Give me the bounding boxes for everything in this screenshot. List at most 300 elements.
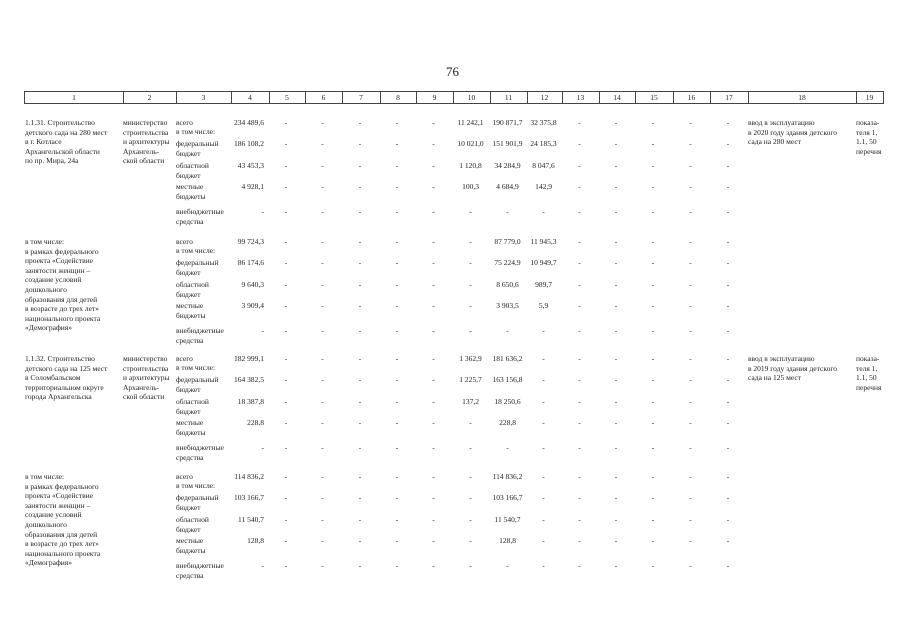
header-cell-6: 6 [321,93,326,102]
cell-col-11: 75 224,9 [494,258,521,267]
cell-col-16: - [689,493,692,502]
cell-col-14: - [614,418,618,427]
funding-source: местные [176,418,204,427]
cell-col-5: - [284,354,288,363]
responsible-org-line: министерство [123,118,168,127]
cell-col-5: - [284,301,288,310]
cell-col-13: - [578,258,581,267]
cell-col-13: - [578,561,581,570]
cell-col-12: 32 375,8 [530,118,557,127]
cell-col-16: - [689,258,692,267]
item-name [25,472,100,568]
funding-source: внебюджетные [176,443,224,452]
funding-source: федеральный [176,258,219,267]
cell-col-5: - [284,118,288,127]
cell-col-8: - [395,118,399,127]
cell-col-9: - [432,161,435,170]
cell-col-5: - [284,161,288,170]
cell-col-16: - [689,561,692,570]
cell-col-15: - [651,326,655,335]
item-name-line: образования для детей [25,294,98,304]
item-name-line: занятости женщин – [25,500,91,510]
item-name-line: национального проекта [25,313,101,323]
cell-col-10: - [469,237,472,246]
cell-col-14: - [614,139,618,148]
cell-col-15: - [651,375,655,384]
cell-col-14: - [614,301,618,310]
item-name-line: города Архангельска [25,392,92,402]
cell-col-10: 1 225,7 [459,375,482,384]
cell-col-13: - [578,139,581,148]
cell-col-10: 10 021,0 [457,139,484,148]
cell-col-6: - [321,561,324,570]
cell-col-4: 128,8 [247,536,264,545]
header-cell-9: 9 [432,93,437,102]
responsible-org [123,354,170,402]
cell-col-13: - [578,472,581,481]
cell-col-17: - [726,561,730,570]
cell-col-11: 228,8 [499,418,516,427]
funding-source: внебюджетные [176,326,224,335]
item-name-line: в том числе: [25,472,65,481]
header-cell-11: 11 [504,93,513,102]
cell-col-8: - [395,472,399,481]
cell-col-15: - [651,118,655,127]
cell-col-13: - [578,207,581,216]
item-name-line: проекта «Содействие [25,491,93,501]
cell-col-12: 8 047,6 [532,161,555,170]
cell-col-15: - [651,258,655,267]
cell-col-7: - [358,207,362,216]
cell-col-6: - [321,493,324,502]
funding-source: бюджет [176,384,201,394]
cell-col-7: - [358,139,362,148]
cell-col-10: 1 362,9 [459,354,482,363]
funding-source: всего [176,354,193,363]
cell-col-11: 128,8 [499,536,516,545]
cell-col-5: - [284,443,288,452]
cell-col-5: - [284,207,288,216]
cell-col-4: - [261,207,264,216]
header-cell-7: 7 [359,93,363,102]
cell-col-6: - [321,375,324,384]
cell-col-10: - [469,561,472,570]
funding-source: местные [176,536,204,545]
cell-col-17: - [726,375,730,384]
cell-col-8: - [395,354,399,363]
funding-source: местные [176,301,204,310]
item-name-line: в том числе: [25,237,65,246]
cell-col-14: - [614,443,618,452]
indicator-ref-line: перечня [856,382,882,392]
cell-col-17: - [726,139,730,148]
cell-col-17: - [726,418,730,427]
cell-col-17: - [726,515,730,524]
cell-col-14: - [614,354,618,363]
header-cell-18: 18 [798,93,806,102]
cell-col-9: - [432,561,435,570]
cell-col-16: - [689,182,692,191]
cell-col-4: 18 387,8 [237,397,264,406]
cell-col-16: - [689,326,692,335]
cell-col-8: - [395,237,399,246]
funding-source: в том числе: [176,481,216,490]
cell-col-14: - [614,536,618,545]
item-name [25,237,100,333]
cell-col-10: 1 120,8 [459,161,482,170]
cell-col-13: - [578,280,581,289]
cell-col-14: - [614,280,618,289]
cell-col-8: - [395,326,399,335]
cell-col-5: - [284,375,288,384]
cell-col-8: - [395,493,399,502]
cell-col-16: - [689,280,692,289]
cell-col-8: - [395,301,399,310]
header-cell-14: 14 [613,93,621,102]
cell-col-9: - [432,472,435,481]
cell-col-9: - [432,354,435,363]
responsible-org [123,118,170,166]
cell-col-5: - [284,536,288,545]
cell-col-10: 100,3 [462,182,479,191]
cell-col-10: - [469,207,472,216]
cell-col-6: - [321,397,324,406]
cell-col-14: - [614,207,618,216]
header-cell-19: 19 [865,93,874,102]
cell-col-15: - [651,515,655,524]
expected-result-line: ввод в эксплуатацию [748,354,815,363]
responsible-org-line: и архитектуры [123,137,170,147]
cell-col-6: - [321,472,324,481]
indicator-ref-line: показа- [856,354,880,363]
cell-col-12: 5,9 [538,301,549,310]
item-name-line: в г. Котласе [25,137,62,147]
funding-source: бюджеты [176,191,206,201]
cell-col-11: 11 540,7 [494,515,521,524]
item-name-line: создание условий [25,275,82,285]
funding-source: федеральный [176,493,219,502]
cell-col-7: - [358,326,362,335]
cell-col-6: - [321,139,324,148]
cell-col-11: 18 250,6 [494,397,521,406]
expected-result [748,354,837,383]
cell-col-17: - [726,397,730,406]
funding-source: бюджет [176,524,201,534]
cell-col-7: - [358,493,362,502]
cell-col-9: - [432,182,435,191]
cell-col-16: - [689,375,692,384]
cell-col-9: - [432,280,435,289]
funding-source: бюджет [176,289,201,299]
cell-col-8: - [395,139,399,148]
cell-col-9: - [432,375,435,384]
funding-source: бюджеты [176,427,206,437]
cell-col-7: - [358,561,362,570]
cell-col-13: - [578,418,581,427]
header-cell-1: 1 [72,93,76,102]
cell-col-14: - [614,493,618,502]
header-cell-12: 12 [540,93,549,102]
expected-result-line: в 2020 году здания детского [748,127,837,137]
funding-source: бюджеты [176,310,206,320]
cell-col-9: - [432,493,435,502]
cell-col-10: - [469,418,472,427]
funding-source: всего [176,472,193,481]
expected-result-line: ввод в эксплуатацию [748,118,815,127]
cell-col-7: - [358,443,362,452]
cell-col-17: - [726,301,730,310]
cell-col-8: - [395,418,399,427]
header-cell-13: 13 [576,93,585,102]
cell-col-15: - [651,536,655,545]
cell-col-5: - [284,418,288,427]
cell-col-16: - [689,118,692,127]
cell-col-15: - [651,207,655,216]
item-name-line: национального проекта [25,548,101,558]
cell-col-12: - [542,443,545,452]
cell-col-4: 228,8 [247,418,264,427]
cell-col-13: - [578,536,581,545]
cell-col-13: - [578,161,581,170]
cell-col-17: - [726,493,730,502]
cell-col-16: - [689,418,692,427]
cell-col-17: - [726,326,730,335]
funding-source: бюджеты [176,545,206,555]
cell-col-15: - [651,301,655,310]
cell-col-11: - [506,561,509,570]
expected-result-line: сада на 280 мест [748,137,801,147]
cell-col-4: - [261,561,264,570]
cell-col-17: - [726,161,730,170]
cell-col-8: - [395,443,399,452]
cell-col-7: - [358,182,362,191]
cell-col-8: - [395,561,399,570]
cell-col-10: 137,2 [462,397,479,406]
indicator-ref-line: 1.1, 50 [856,373,877,383]
cell-col-7: - [358,280,362,289]
cell-col-5: - [284,472,288,481]
cell-col-12: - [542,536,545,545]
cell-col-13: - [578,354,581,363]
cell-col-11: 151 901,9 [492,139,523,148]
cell-col-5: - [284,397,288,406]
expected-result-line: сада на 125 мест [748,373,801,383]
cell-col-9: - [432,237,435,246]
item-name-line: 1.1.32. Строительство [25,354,95,363]
cell-col-9: - [432,118,435,127]
indicator-ref-line: теля 1, [856,363,878,373]
cell-col-10: - [469,443,472,452]
cell-col-12: - [542,207,545,216]
cell-col-10: - [469,326,472,335]
cell-col-6: - [321,280,324,289]
cell-col-6: - [321,237,324,246]
cell-col-15: - [651,280,655,289]
cell-col-8: - [395,397,399,406]
cell-col-6: - [321,118,324,127]
cell-col-15: - [651,161,655,170]
funding-source: федеральный [176,139,219,148]
cell-col-12: - [542,397,545,406]
cell-col-7: - [358,536,362,545]
cell-col-17: - [726,258,730,267]
funding-source: внебюджетные [176,207,224,216]
item-name-line: в рамках федерального [25,481,99,491]
cell-col-13: - [578,118,581,127]
indicator-ref [856,354,881,392]
responsible-org-line: строительства [123,363,169,373]
header-cell-3: 3 [201,93,206,102]
cell-col-6: - [321,536,324,545]
funding-source: областной [176,161,209,170]
cell-col-8: - [395,280,399,289]
cell-col-13: - [578,515,581,524]
item-name-line: проекта «Содействие [25,256,93,266]
cell-col-9: - [432,258,435,267]
cell-col-9: - [432,301,435,310]
cell-col-7: - [358,258,362,267]
cell-col-4: 99 724,3 [237,237,264,246]
item-name-line: создание условий [25,510,82,520]
cell-col-9: - [432,515,435,524]
cell-col-12: - [542,326,545,335]
funding-source: в том числе: [176,363,216,372]
cell-col-7: - [358,161,362,170]
cell-col-16: - [689,354,692,363]
funding-source: всего [176,237,193,246]
cell-col-9: - [432,207,435,216]
funding-source: областной [176,515,209,524]
cell-col-11: 163 156,8 [492,375,523,384]
cell-col-4: 43 453,3 [237,161,264,170]
cell-col-15: - [651,354,655,363]
cell-col-6: - [321,326,324,335]
cell-col-14: - [614,561,618,570]
cell-col-12: - [542,472,545,481]
cell-col-4: 186 108,2 [234,139,264,148]
cell-col-12: 11 945,3 [530,237,557,246]
cell-col-10: - [469,301,472,310]
responsible-org-line: ской области [123,156,165,166]
cell-col-15: - [651,493,655,502]
cell-col-17: - [726,207,730,216]
funding-source: внебюджетные [176,561,224,570]
cell-col-12: 142,9 [535,182,552,191]
cell-col-12: - [542,561,545,570]
cell-col-14: - [614,515,618,524]
indicator-ref [856,118,881,156]
header-cell-8: 8 [396,93,400,102]
cell-col-16: - [689,515,692,524]
cell-col-15: - [651,182,655,191]
cell-col-4: - [261,443,264,452]
funding-source: средства [176,216,204,226]
cell-col-5: - [284,139,288,148]
cell-col-14: - [614,182,618,191]
cell-col-11: 190 871,7 [492,118,523,127]
cell-col-11: 4 684,9 [496,182,519,191]
funding-source: в том числе: [176,246,216,255]
funding-source: бюджет [176,406,201,416]
cell-col-8: - [395,161,399,170]
cell-col-14: - [614,237,618,246]
cell-col-13: - [578,237,581,246]
item-name-line: 1.1.31. Строительство [25,118,95,127]
responsible-org-line: Архангель- [123,382,160,392]
header-cell-16: 16 [687,93,696,102]
cell-col-16: - [689,161,692,170]
cell-col-14: - [614,161,618,170]
funding-source: бюджет [176,502,201,512]
cell-col-10: 11 242,1 [457,118,484,127]
responsible-org-line: ской области [123,392,165,402]
cell-col-13: - [578,301,581,310]
cell-col-6: - [321,515,324,524]
cell-col-16: - [689,139,692,148]
funding-source: в том числе: [176,127,216,136]
cell-col-6: - [321,161,324,170]
cell-col-13: - [578,375,581,384]
cell-col-17: - [726,443,730,452]
cell-col-5: - [284,258,288,267]
header-cell-10: 10 [467,93,476,102]
cell-col-12: 10 949,7 [530,258,557,267]
cell-col-15: - [651,237,655,246]
header-cell-2: 2 [147,93,152,102]
cell-col-5: - [284,493,288,502]
cell-col-11: 114 836,2 [492,472,523,481]
cell-col-9: - [432,139,435,148]
cell-col-7: - [358,418,362,427]
item-name-line: «Демография» [25,558,73,568]
item-name-line: детского сада на 280 мест [25,127,108,137]
cell-col-10: - [469,472,472,481]
indicator-ref-line: 1.1, 50 [856,137,877,147]
cell-col-6: - [321,418,324,427]
cell-col-14: - [614,472,618,481]
expected-result-line: в 2019 году здания детского [748,363,837,373]
cell-col-17: - [726,472,730,481]
expected-result [748,118,837,147]
cell-col-6: - [321,443,324,452]
funding-source: бюджет [176,267,201,277]
funding-source: средства [176,335,204,345]
funding-source: всего [176,118,193,127]
cell-col-5: - [284,561,288,570]
cell-col-11: - [506,326,509,335]
cell-col-11: 87 779,0 [494,237,521,246]
indicator-ref-line: теля 1, [856,127,878,137]
cell-col-16: - [689,536,692,545]
cell-col-15: - [651,139,655,148]
cell-col-6: - [321,207,324,216]
header-cell-15: 15 [650,93,658,102]
funding-source: бюджет [176,148,201,158]
cell-col-12: - [542,375,545,384]
page-number: 76 [446,64,459,79]
item-name-line: в возрасте до трех лет» [25,304,100,314]
cell-col-14: - [614,326,618,335]
cell-col-15: - [651,443,655,452]
header-cell-17: 17 [725,93,733,102]
funding-source: средства [176,452,204,462]
funding-source: бюджет [176,170,201,180]
cell-col-6: - [321,301,324,310]
responsible-org-line: Архангель- [123,146,160,156]
cell-col-17: - [726,536,730,545]
cell-col-11: 3 903,5 [496,301,519,310]
funding-source: федеральный [176,375,219,384]
